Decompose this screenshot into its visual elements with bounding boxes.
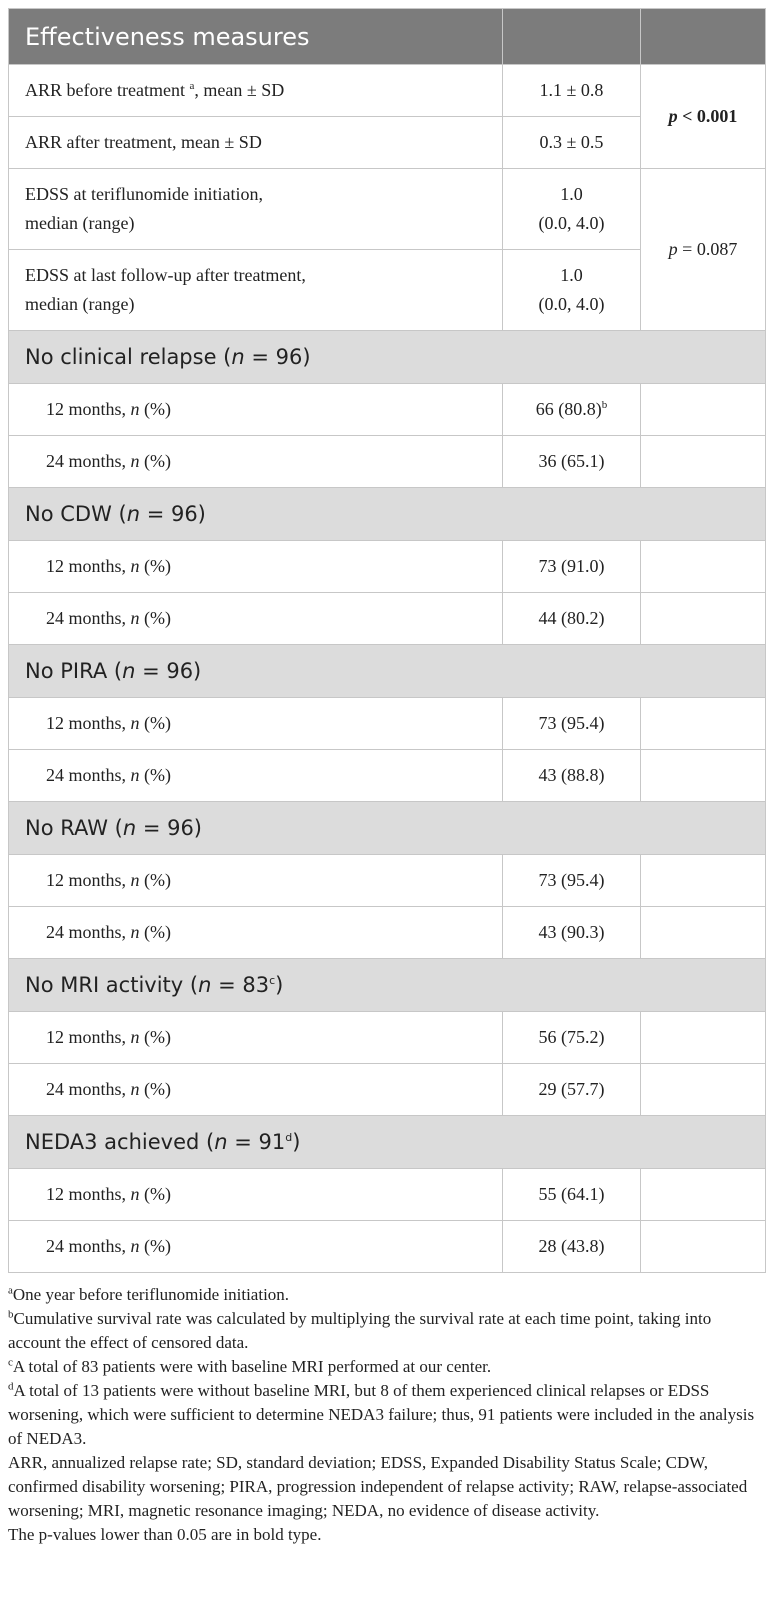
row-value: 28 (43.8) [503, 1221, 641, 1273]
row-value: 36 (65.1) [503, 436, 641, 488]
row-value: 73 (95.4) [503, 855, 641, 907]
empty-cell [641, 436, 766, 488]
section-header [9, 645, 766, 698]
table-row [9, 169, 766, 250]
abbreviations-note: ARR, annualized relapse rate; SD, standard deviation; EDSS, Expanded Disability Status Scale; CDW, confirmed disability worsening; PIRA, progression independent of relapse activity; RAW, relapse-associated worsening; MRI, magnetic resonance imaging; NEDA, no evidence of disease activity. [8, 1453, 748, 1520]
bold-note: The p-values lower than 0.05 are in bold type. [8, 1525, 322, 1544]
row-label: 12 months, n (%) [9, 855, 503, 907]
footnote-d: $^d$A total of 13 patients were without baseline MRI, but 8 of them experienced clinical relapses or EDSS worsening, which were sufficient to determine NEDA3 failure; thus, 91 patients were included in the analysis of NEDA3. [8, 1380, 755, 1448]
table-row [9, 1012, 766, 1064]
table-header-row [9, 9, 766, 65]
section-title: No RAW (n = 96) [9, 802, 766, 855]
table-row [9, 384, 766, 436]
row-label: 24 months, n (%) [9, 436, 503, 488]
header-empty-p [641, 9, 766, 65]
section-title: No clinical relapse (n = 96) [9, 331, 766, 384]
p-value: p < 0.001 [641, 65, 766, 169]
table-footnotes [8, 1283, 765, 1547]
row-label: EDSS at teriflunomide initiation, median (range) [9, 169, 503, 250]
footnote-b: $^b$Cumulative survival rate was calculated by multiplying the survival rate at each time point, taking into account the effect of censored data. [8, 1308, 712, 1352]
p-value: p = 0.087 [641, 169, 766, 331]
empty-cell [641, 698, 766, 750]
row-value: 44 (80.2) [503, 593, 641, 645]
section-header [9, 1116, 766, 1169]
table-container [8, 8, 765, 1547]
header-empty-value [503, 9, 641, 65]
empty-cell [641, 593, 766, 645]
empty-cell [641, 750, 766, 802]
section-header [9, 488, 766, 541]
row-label: EDSS at last follow-up after treatment, median (range) [9, 250, 503, 331]
table-row [9, 1221, 766, 1273]
row-value: 1.0 (0.0, 4.0) [503, 250, 641, 331]
table-row [9, 65, 766, 117]
empty-cell [641, 855, 766, 907]
empty-cell [641, 1012, 766, 1064]
row-label: 12 months, n (%) [9, 541, 503, 593]
empty-cell [641, 1064, 766, 1116]
table-row [9, 750, 766, 802]
row-value: 1.1 ± 0.8 [503, 65, 641, 117]
row-value: 73 (95.4) [503, 698, 641, 750]
row-label: 12 months, n (%) [9, 1012, 503, 1064]
row-label: 24 months, n (%) [9, 1064, 503, 1116]
effectiveness-table [8, 8, 766, 1273]
row-label: ARR after treatment, mean ± SD [9, 117, 503, 169]
table-row [9, 855, 766, 907]
empty-cell [641, 541, 766, 593]
row-value: 73 (91.0) [503, 541, 641, 593]
row-value: 0.3 ± 0.5 [503, 117, 641, 169]
row-label: 24 months, n (%) [9, 593, 503, 645]
row-label: 12 months, n (%) [9, 698, 503, 750]
table-row [9, 436, 766, 488]
row-value: 56 (75.2) [503, 1012, 641, 1064]
row-value: 43 (88.8) [503, 750, 641, 802]
row-label: 24 months, n (%) [9, 1221, 503, 1273]
section-title: No CDW (n = 96) [9, 488, 766, 541]
footnote-a: $^a$One year before teriflunomide initiation. [8, 1284, 290, 1304]
empty-cell [641, 907, 766, 959]
row-value: 66 $(80.8)^b$ [503, 384, 641, 436]
table-row [9, 1064, 766, 1116]
row-value: 1.0 (0.0, 4.0) [503, 169, 641, 250]
section-title: No PIRA (n = 96) [9, 645, 766, 698]
section-header [9, 959, 766, 1012]
table-row [9, 907, 766, 959]
section-title: No MRI activity $(n = 83^c)$ [9, 959, 766, 1012]
table-row [9, 1169, 766, 1221]
table-row [9, 698, 766, 750]
section-header [9, 331, 766, 384]
row-label: 12 months, n (%) [9, 384, 503, 436]
row-value: 29 (57.7) [503, 1064, 641, 1116]
row-label: 24 months, n (%) [9, 750, 503, 802]
row-value: 43 (90.3) [503, 907, 641, 959]
header-title: Effectiveness measures [9, 9, 503, 65]
empty-cell [641, 1169, 766, 1221]
empty-cell [641, 1221, 766, 1273]
row-value: 55 (64.1) [503, 1169, 641, 1221]
section-header [9, 802, 766, 855]
footnote-c: $^c$A total of 83 patients were with baseline MRI performed at our center. [8, 1356, 492, 1376]
table-row [9, 541, 766, 593]
table-row [9, 593, 766, 645]
empty-cell [641, 384, 766, 436]
row-label: ARR before treatment $^a$, mean ± SD [9, 65, 503, 117]
row-label: 24 months, n (%) [9, 907, 503, 959]
row-label: 12 months, n (%) [9, 1169, 503, 1221]
section-title: NEDA3 achieved $(n = 91^d)$ [9, 1116, 766, 1169]
